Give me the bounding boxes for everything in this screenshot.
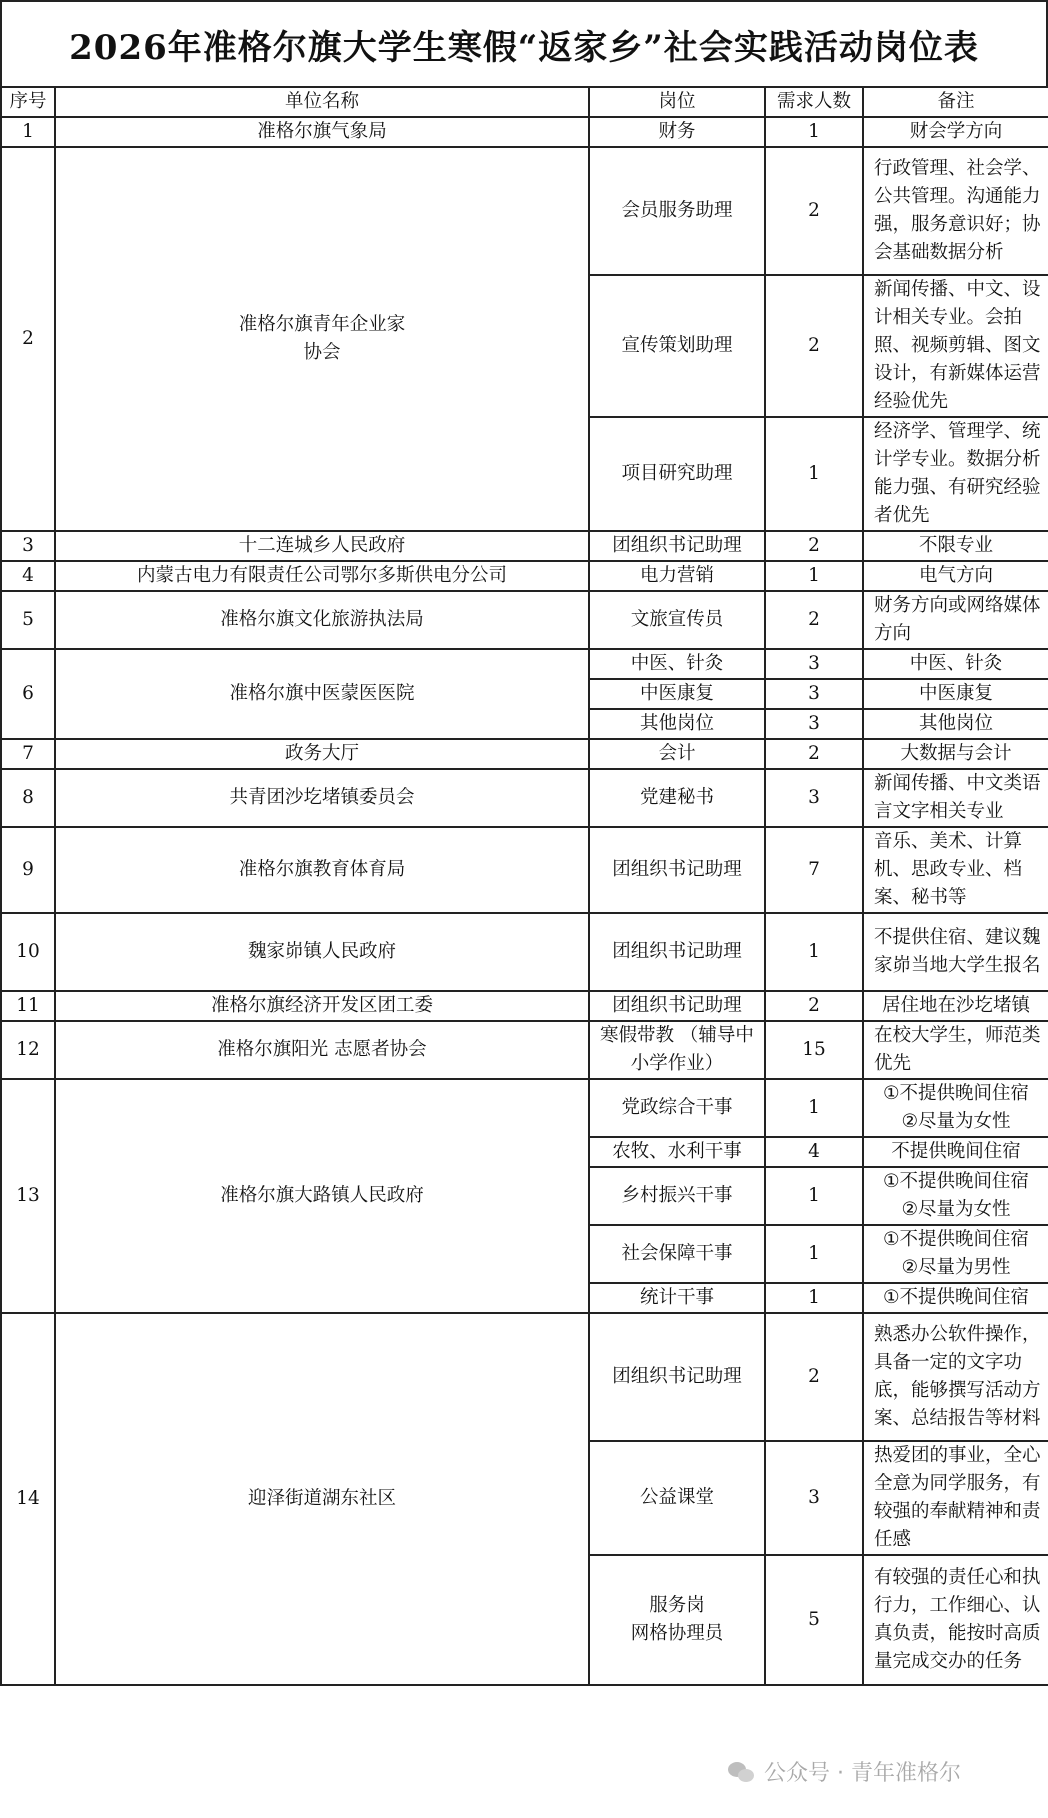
table-row <box>1 591 1048 649</box>
wechat-icon <box>728 1760 756 1784</box>
cell-post: 团组织书记助理 <box>589 991 765 1021</box>
cell-no: 12 <box>1 1021 55 1079</box>
cell-count: 1 <box>765 117 863 147</box>
table-row <box>1 147 1048 275</box>
cell-note: 电气方向 <box>863 561 1048 591</box>
cell-unit: 内蒙古电力有限责任公司鄂尔多斯供电分公司 <box>55 561 589 591</box>
cell-no: 13 <box>1 1079 55 1313</box>
cell-post: 中医康复 <box>589 679 765 709</box>
cell-note: ①不提供晚间住宿 ②尽量为女性 <box>863 1079 1048 1137</box>
cell-note: ①不提供晚间住宿 <box>863 1283 1048 1313</box>
cell-post: 党建秘书 <box>589 769 765 827</box>
cell-unit: 准格尔旗大路镇人民政府 <box>55 1079 589 1313</box>
watermark <box>728 1756 961 1787</box>
cell-count: 1 <box>765 913 863 991</box>
cell-count: 3 <box>765 769 863 827</box>
cell-post: 乡村振兴干事 <box>589 1167 765 1225</box>
cell-count: 15 <box>765 1021 863 1079</box>
header-count: 需求人数 <box>765 87 863 117</box>
cell-post: 会计 <box>589 739 765 769</box>
cell-count: 2 <box>765 275 863 417</box>
cell-count: 3 <box>765 679 863 709</box>
cell-unit: 准格尔旗经济开发区团工委 <box>55 991 589 1021</box>
cell-unit: 准格尔旗中医蒙医医院 <box>55 649 589 739</box>
cell-count: 2 <box>765 739 863 769</box>
cell-note: 不提供晚间住宿 <box>863 1137 1048 1167</box>
cell-unit: 准格尔旗气象局 <box>55 117 589 147</box>
cell-note: 音乐、美术、计算机、思政专业、档案、秘书等 <box>863 827 1048 913</box>
cell-post: 团组织书记助理 <box>589 1313 765 1441</box>
cell-unit: 政务大厅 <box>55 739 589 769</box>
cell-no: 3 <box>1 531 55 561</box>
positions-table <box>0 86 1048 1686</box>
cell-unit: 准格尔旗教育体育局 <box>55 827 589 913</box>
header-post: 岗位 <box>589 87 765 117</box>
cell-post: 其他岗位 <box>589 709 765 739</box>
cell-note: 中医、针灸 <box>863 649 1048 679</box>
cell-count: 2 <box>765 1313 863 1441</box>
table-row <box>1 769 1048 827</box>
cell-count: 3 <box>765 1441 863 1555</box>
cell-count: 4 <box>765 1137 863 1167</box>
table-row <box>1 913 1048 991</box>
cell-post: 中医、针灸 <box>589 649 765 679</box>
cell-no: 8 <box>1 769 55 827</box>
header-no: 序号 <box>1 87 55 117</box>
cell-post: 社会保障干事 <box>589 1225 765 1283</box>
header-note: 备注 <box>863 87 1048 117</box>
cell-no: 14 <box>1 1313 55 1685</box>
watermark-text: 公众号 · 青年准格尔 <box>764 1761 961 1786</box>
document-title: 2026年准格尔旗大学生寒假“返家乡”社会实践活动岗位表 <box>0 0 1048 86</box>
cell-post: 团组织书记助理 <box>589 913 765 991</box>
table-row <box>1 649 1048 679</box>
cell-count: 1 <box>765 1079 863 1137</box>
cell-post: 文旅宣传员 <box>589 591 765 649</box>
cell-count: 7 <box>765 827 863 913</box>
cell-count: 1 <box>765 417 863 531</box>
cell-post: 团组织书记助理 <box>589 531 765 561</box>
cell-count: 2 <box>765 531 863 561</box>
cell-no: 7 <box>1 739 55 769</box>
cell-no: 10 <box>1 913 55 991</box>
cell-post: 财务 <box>589 117 765 147</box>
cell-note: 居住地在沙圪堵镇 <box>863 991 1048 1021</box>
cell-count: 2 <box>765 991 863 1021</box>
cell-count: 3 <box>765 649 863 679</box>
header-unit: 单位名称 <box>55 87 589 117</box>
cell-note: 热爱团的事业，全心全意为同学服务，有较强的奉献精神和责任感 <box>863 1441 1048 1555</box>
cell-count: 2 <box>765 591 863 649</box>
table-row <box>1 739 1048 769</box>
cell-no: 11 <box>1 991 55 1021</box>
cell-no: 6 <box>1 649 55 739</box>
header-row <box>1 87 1048 117</box>
cell-no: 2 <box>1 147 55 531</box>
cell-count: 2 <box>765 147 863 275</box>
cell-note: 有较强的责任心和执行力，工作细心、认真负责，能按时高质量完成交办的任务 <box>863 1555 1048 1685</box>
cell-no: 4 <box>1 561 55 591</box>
table-row <box>1 117 1048 147</box>
cell-note: 在校大学生，师范类优先 <box>863 1021 1048 1079</box>
cell-count: 3 <box>765 709 863 739</box>
cell-note: 中医康复 <box>863 679 1048 709</box>
cell-unit: 共青团沙圪堵镇委员会 <box>55 769 589 827</box>
cell-note: ①不提供晚间住宿 ②尽量为男性 <box>863 1225 1048 1283</box>
cell-count: 1 <box>765 1225 863 1283</box>
cell-post: 项目研究助理 <box>589 417 765 531</box>
cell-note: 财会学方向 <box>863 117 1048 147</box>
cell-unit: 准格尔旗文化旅游执法局 <box>55 591 589 649</box>
cell-note: 熟悉办公软件操作，具备一定的文字功底，能够撰写活动方案、总结报告等材料 <box>863 1313 1048 1441</box>
cell-note: 大数据与会计 <box>863 739 1048 769</box>
cell-no: 9 <box>1 827 55 913</box>
table-row <box>1 991 1048 1021</box>
cell-post: 党政综合干事 <box>589 1079 765 1137</box>
cell-count: 1 <box>765 1167 863 1225</box>
cell-note: 不限专业 <box>863 531 1048 561</box>
cell-post: 公益课堂 <box>589 1441 765 1555</box>
cell-note: 不提供住宿、建议魏家峁当地大学生报名 <box>863 913 1048 991</box>
cell-post: 电力营销 <box>589 561 765 591</box>
cell-unit: 十二连城乡人民政府 <box>55 531 589 561</box>
cell-post: 团组织书记助理 <box>589 827 765 913</box>
cell-note: 经济学、管理学、统计学专业。数据分析能力强、有研究经验者优先 <box>863 417 1048 531</box>
cell-note: 新闻传播、中文、设计相关专业。会拍照、视频剪辑、图文设计，有新媒体运营经验优先 <box>863 275 1048 417</box>
cell-count: 1 <box>765 561 863 591</box>
table-row <box>1 1021 1048 1079</box>
cell-post: 统计干事 <box>589 1283 765 1313</box>
table-row <box>1 827 1048 913</box>
cell-count: 1 <box>765 1283 863 1313</box>
cell-note: ①不提供晚间住宿 ②尽量为女性 <box>863 1167 1048 1225</box>
cell-note: 其他岗位 <box>863 709 1048 739</box>
cell-unit: 魏家峁镇人民政府 <box>55 913 589 991</box>
cell-unit: 准格尔旗阳光 志愿者协会 <box>55 1021 589 1079</box>
table-row <box>1 1313 1048 1441</box>
cell-post: 服务岗 网格协理员 <box>589 1555 765 1685</box>
cell-count: 5 <box>765 1555 863 1685</box>
cell-no: 5 <box>1 591 55 649</box>
cell-note: 行政管理、社会学、公共管理。沟通能力强，服务意识好；协会基础数据分析 <box>863 147 1048 275</box>
table-row <box>1 1079 1048 1137</box>
cell-post: 会员服务助理 <box>589 147 765 275</box>
cell-post: 寒假带教 （辅导中小学作业） <box>589 1021 765 1079</box>
cell-no: 1 <box>1 117 55 147</box>
cell-note: 财务方向或网络媒体方向 <box>863 591 1048 649</box>
cell-post: 农牧、水利干事 <box>589 1137 765 1167</box>
cell-post: 宣传策划助理 <box>589 275 765 417</box>
cell-unit: 准格尔旗青年企业家 协会 <box>55 147 589 531</box>
table-row <box>1 561 1048 591</box>
table-row <box>1 531 1048 561</box>
cell-unit: 迎泽街道湖东社区 <box>55 1313 589 1685</box>
cell-note: 新闻传播、中文类语言文字相关专业 <box>863 769 1048 827</box>
